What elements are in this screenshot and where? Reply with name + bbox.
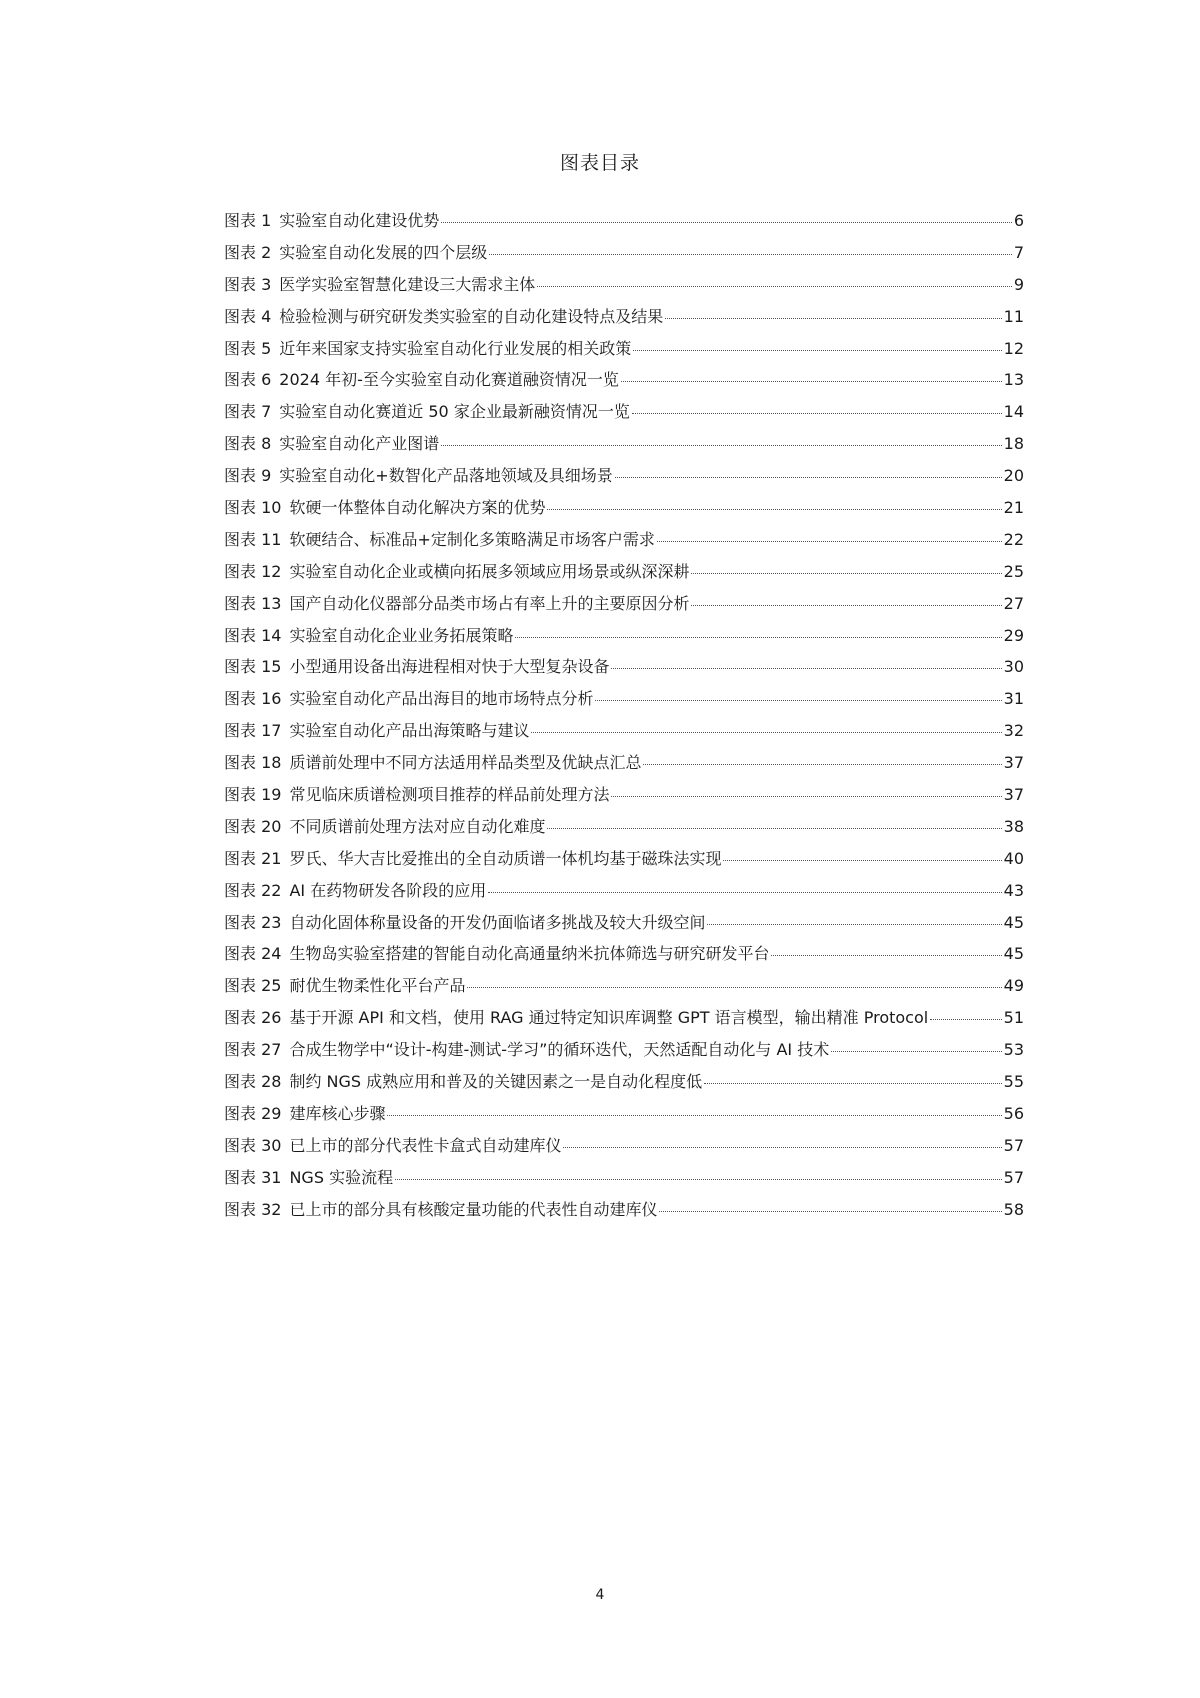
toc-entry-title: 已上市的部分具有核酸定量功能的代表性自动建库仪	[289, 1199, 658, 1219]
toc-entry-page: 37	[1003, 785, 1024, 805]
toc-entry[interactable]	[224, 339, 1024, 371]
toc-entry[interactable]	[224, 1040, 1024, 1072]
toc-entry-label: 图表 19	[224, 785, 282, 805]
toc-dot-leader	[831, 1051, 1001, 1052]
toc-dot-leader	[665, 318, 1001, 319]
toc-entry[interactable]	[224, 275, 1024, 307]
toc-dot-leader	[691, 573, 1001, 574]
toc-entry[interactable]	[224, 785, 1024, 817]
toc-entry-title: 建库核心步骤	[289, 1103, 386, 1123]
toc-entry-title: 实验室自动化+数智化产品落地领域及具细场景	[279, 466, 613, 486]
toc-dot-leader	[515, 637, 1001, 638]
toc-entry-page: 31	[1003, 689, 1024, 709]
toc-entry-label: 图表 30	[224, 1135, 282, 1155]
toc-entry-title: 2024 年初-至今实验室自动化赛道融资情况一览	[279, 370, 619, 390]
toc-entry-title: 合成生物学中“设计-构建-测试-学习”的循环迭代，天然适配自动化与 AI 技术	[289, 1040, 830, 1060]
toc-entry-title: 不同质谱前处理方法对应自动化难度	[289, 816, 546, 836]
toc-entry-label: 图表 11	[224, 529, 282, 549]
toc-entry-page: 27	[1003, 593, 1024, 613]
toc-dot-leader	[547, 509, 1001, 510]
toc-entry-page: 6	[1013, 211, 1024, 230]
toc-entry-title: NGS 实验流程	[289, 1167, 394, 1187]
toc-entry-page: 57	[1003, 1135, 1024, 1155]
toc-entry-label: 图表 9	[224, 466, 272, 486]
toc-entry[interactable]	[224, 721, 1024, 753]
toc-entry-label: 图表 21	[224, 848, 282, 868]
toc-entry[interactable]	[224, 1136, 1024, 1168]
toc-entry-label: 图表 3	[224, 274, 272, 294]
toc-dot-leader	[531, 732, 1001, 733]
toc-entry[interactable]	[224, 466, 1024, 498]
toc-entry-label: 图表 13	[224, 593, 282, 613]
toc-entry-title: 制约 NGS 成熟应用和普及的关键因素之一是自动化程度低	[289, 1072, 703, 1092]
toc-entry-title: 耐优生物柔性化平台产品	[289, 976, 466, 996]
toc-dot-leader	[704, 1083, 1001, 1084]
toc-entry[interactable]	[224, 753, 1024, 785]
toc-entry-label: 图表 14	[224, 625, 282, 645]
toc-entry-label: 图表 7	[224, 402, 272, 422]
toc-entry[interactable]	[224, 370, 1024, 402]
page-title: 图表目录	[559, 152, 640, 174]
toc-entry-page: 9	[1013, 274, 1024, 294]
toc-entry-label: 图表 32	[224, 1199, 282, 1219]
toc-dot-leader	[659, 1211, 1001, 1212]
toc-dot-leader	[707, 924, 1001, 925]
toc-entry-page: 51	[1003, 1008, 1024, 1028]
toc-entry-title: AI 在药物研发各阶段的应用	[289, 880, 487, 900]
toc-entry-title: 罗氏、华大吉比爱推出的全自动质谱一体机均基于磁珠法实现	[289, 848, 722, 868]
toc-dot-leader	[395, 1179, 1002, 1180]
toc-entry-title: 软硬一体整体自动化解决方案的优势	[289, 498, 546, 518]
toc-entry-label: 图表 26	[224, 1008, 282, 1028]
toc-entry-page: 21	[1003, 498, 1024, 518]
toc-dot-leader	[488, 892, 1001, 893]
toc-entry-label: 图表 31	[224, 1167, 282, 1187]
toc-entry-label: 图表 20	[224, 816, 282, 836]
toc-entry[interactable]	[224, 530, 1024, 562]
toc-entry-page: 43	[1003, 880, 1024, 900]
toc-entry-label: 图表 29	[224, 1103, 282, 1123]
toc-dot-leader	[489, 254, 1012, 255]
toc-entry-page: 49	[1003, 976, 1024, 996]
toc-entry[interactable]	[224, 402, 1024, 434]
toc-entry-page: 11	[1003, 306, 1024, 326]
toc-entry-page: 38	[1003, 816, 1024, 836]
toc-dot-leader	[441, 222, 1012, 223]
toc-entry-title: 自动化固体称量设备的开发仍面临诸多挑战及较大升级空间	[289, 912, 706, 932]
toc-entry[interactable]	[224, 1168, 1024, 1200]
toc-entry-label: 图表 24	[224, 944, 282, 964]
toc-entry-page: 45	[1003, 912, 1024, 932]
toc-entry-title: 常见临床质谱检测项目推荐的样品前处理方法	[289, 785, 610, 805]
toc-dot-leader	[537, 286, 1012, 287]
toc-entry-page: 7	[1013, 242, 1024, 262]
toc-entry-label: 图表 27	[224, 1040, 282, 1060]
toc-entry-label: 图表 8	[224, 434, 272, 454]
toc-entry[interactable]	[224, 1008, 1024, 1040]
toc-entry[interactable]	[224, 434, 1024, 466]
toc-entry-label: 图表 4	[224, 306, 272, 326]
toc-entry-title: 小型通用设备出海进程相对快于大型复杂设备	[289, 657, 610, 677]
toc-entry-title: 软硬结合、标准品+定制化多策略满足市场客户需求	[289, 529, 655, 549]
toc-dot-leader	[387, 1115, 1001, 1116]
toc-dot-leader	[611, 668, 1001, 669]
toc-entry-label: 图表 17	[224, 721, 282, 741]
toc-entry[interactable]	[224, 817, 1024, 849]
toc-entry-title: 已上市的部分代表性卡盒式自动建库仪	[289, 1135, 562, 1155]
toc-entry[interactable]	[224, 594, 1024, 626]
toc-dot-leader	[643, 764, 1001, 765]
toc-entry-label: 图表 23	[224, 912, 282, 932]
toc-dot-leader	[611, 796, 1001, 797]
toc-entry[interactable]	[224, 626, 1024, 658]
toc-entry-page: 45	[1003, 944, 1024, 964]
toc-dot-leader	[632, 413, 1002, 414]
toc-entry[interactable]	[224, 1104, 1024, 1136]
toc-entry-title: 实验室自动化发展的四个层级	[279, 242, 488, 262]
toc-entry-page: 12	[1003, 338, 1024, 358]
toc-entry[interactable]	[224, 849, 1024, 881]
toc-entry-label: 图表 28	[224, 1072, 282, 1092]
toc-entry[interactable]	[224, 1072, 1024, 1104]
toc-entry-page: 20	[1003, 466, 1024, 486]
toc-entry-page: 57	[1003, 1167, 1024, 1187]
toc-entry-title: 近年来国家支持实验室自动化行业发展的相关政策	[279, 338, 632, 358]
toc-entry[interactable]	[224, 211, 1024, 243]
toc-entry-title: 质谱前处理中不同方法适用样品类型及优缺点汇总	[289, 753, 642, 773]
toc-entry-page: 13	[1003, 370, 1024, 390]
toc-entry-page: 14	[1003, 402, 1024, 422]
toc-dot-leader	[615, 477, 1002, 478]
toc-dot-leader	[595, 700, 1001, 701]
toc-entry[interactable]	[224, 562, 1024, 594]
toc-entry-page: 22	[1003, 529, 1024, 549]
toc-entry-page: 32	[1003, 721, 1024, 741]
toc-dot-leader	[691, 605, 1001, 606]
toc-dot-leader	[441, 445, 1001, 446]
toc-entry-label: 图表 6	[224, 370, 272, 390]
toc-entry-title: 实验室自动化产品出海策略与建议	[289, 721, 530, 741]
toc-dot-leader	[621, 381, 1002, 382]
toc-entry-page: 18	[1003, 434, 1024, 454]
toc-entry-label: 图表 5	[224, 338, 272, 358]
toc-entry-label: 图表 10	[224, 498, 282, 518]
toc-entry-title: 国产自动化仪器部分品类市场占有率上升的主要原因分析	[289, 593, 690, 613]
toc-dot-leader	[657, 541, 1002, 542]
toc-entry-page: 58	[1003, 1199, 1024, 1219]
toc-entry[interactable]	[224, 243, 1024, 275]
toc-entry-page: 25	[1003, 561, 1024, 581]
toc-entry-title: 检验检测与研究研发类实验室的自动化建设特点及结果	[279, 306, 664, 326]
toc-entry-title: 实验室自动化赛道近 50 家企业最新融资情况一览	[279, 402, 630, 422]
toc-entry-title: 生物岛实验室搭建的智能自动化高通量纳米抗体筛选与研究研发平台	[289, 944, 770, 964]
toc-entry-page: 30	[1003, 657, 1024, 677]
toc-entry-label: 图表 22	[224, 880, 282, 900]
toc-dot-leader	[930, 1019, 1001, 1020]
toc-entry-title: 实验室自动化产业图谱	[279, 434, 440, 454]
toc-entry-page: 40	[1003, 848, 1024, 868]
toc-entry[interactable]	[224, 689, 1024, 721]
toc-dot-leader	[723, 860, 1001, 861]
toc-entry-page: 55	[1003, 1072, 1024, 1092]
toc-entry[interactable]	[224, 913, 1024, 945]
toc-dot-leader	[467, 987, 1001, 988]
table-of-figures	[224, 211, 1024, 1232]
toc-dot-leader	[633, 350, 1001, 351]
toc-entry-title: 基于开源 API 和文档，使用 RAG 通过特定知识库调整 GPT 语言模型，输出精准 Protocol	[289, 1008, 929, 1028]
toc-entry-label: 图表 16	[224, 689, 282, 709]
toc-entry-label: 图表 15	[224, 657, 282, 677]
toc-entry-title: 实验室自动化建设优势	[279, 211, 440, 230]
toc-entry-page: 29	[1003, 625, 1024, 645]
toc-entry-page: 53	[1003, 1040, 1024, 1060]
toc-entry-title: 实验室自动化产品出海目的地市场特点分析	[289, 689, 594, 709]
toc-entry[interactable]	[224, 881, 1024, 913]
toc-entry-label: 图表 25	[224, 976, 282, 996]
toc-dot-leader	[563, 1147, 1001, 1148]
toc-dot-leader	[771, 955, 1001, 956]
toc-entry-label: 图表 18	[224, 753, 282, 773]
toc-entry-label: 图表 2	[224, 242, 272, 262]
toc-entry-page: 56	[1003, 1103, 1024, 1123]
toc-entry-label: 图表 12	[224, 561, 282, 581]
toc-entry[interactable]	[224, 307, 1024, 339]
page-number: 4	[595, 1587, 605, 1603]
toc-entry[interactable]	[224, 657, 1024, 689]
toc-entry[interactable]	[224, 976, 1024, 1008]
toc-entry-title: 实验室自动化企业或横向拓展多领域应用场景或纵深深耕	[289, 561, 690, 581]
toc-entry[interactable]	[224, 1200, 1024, 1232]
toc-entry[interactable]	[224, 944, 1024, 976]
toc-entry[interactable]	[224, 498, 1024, 530]
toc-dot-leader	[547, 828, 1001, 829]
toc-entry-page: 37	[1003, 753, 1024, 773]
toc-entry-title: 医学实验室智慧化建设三大需求主体	[279, 274, 536, 294]
toc-entry-label: 图表 1	[224, 211, 272, 230]
toc-entry-title: 实验室自动化企业业务拓展策略	[289, 625, 514, 645]
